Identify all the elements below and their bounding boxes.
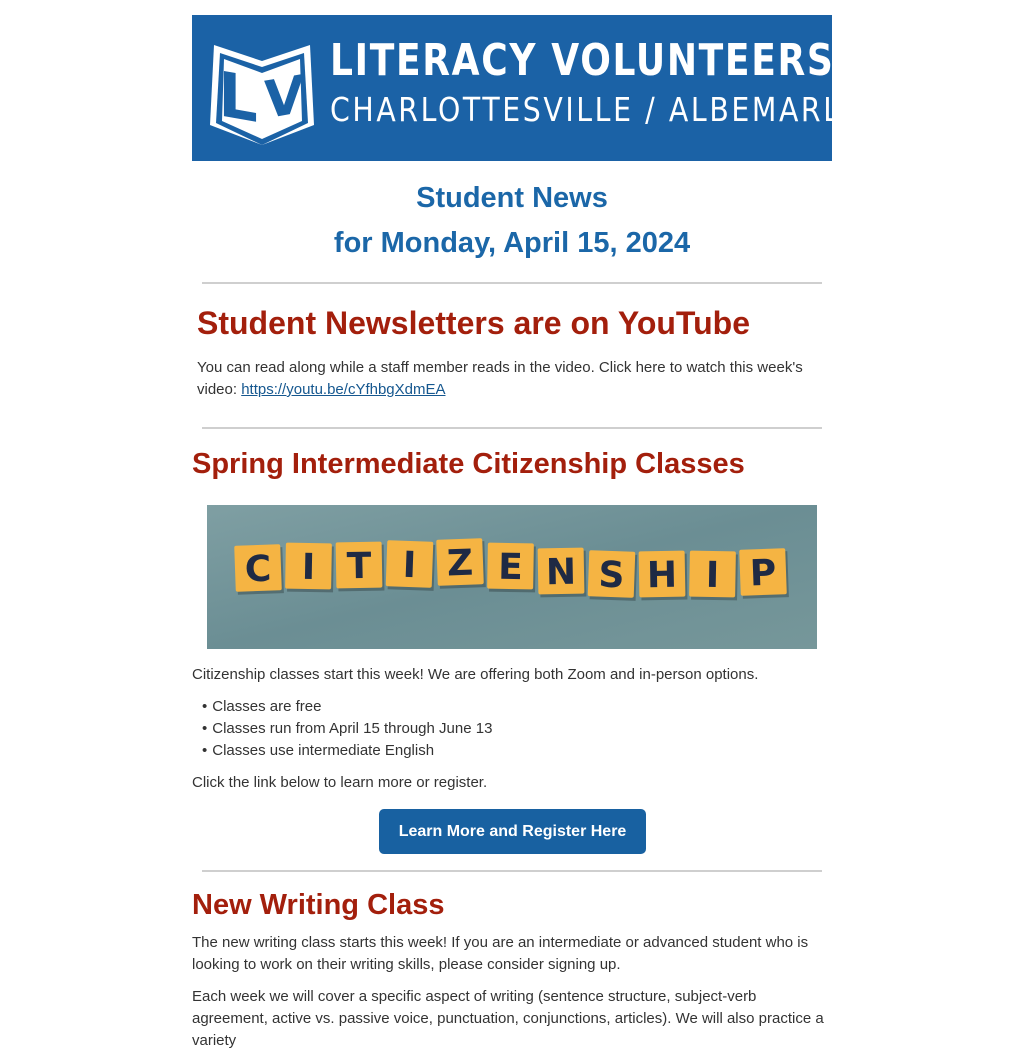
- citizenship-outro: Click the link below to learn more or register.: [192, 774, 488, 791]
- letter-tile: [739, 548, 789, 599]
- tile-letter: I: [301, 546, 316, 589]
- citizenship-photo: [207, 505, 817, 649]
- letter-tile: [588, 550, 638, 601]
- divider: [202, 427, 822, 429]
- letter-tile: [689, 551, 738, 601]
- letter-tile: [234, 544, 284, 595]
- tile-letter: I: [402, 544, 417, 587]
- tile-letter: S: [597, 554, 626, 597]
- org-subtitle: CHARLOTTESVILLE / ALBEMARLE: [330, 90, 863, 129]
- tile-letter: T: [346, 545, 372, 588]
- letter-tile: [336, 542, 385, 592]
- divider: [202, 870, 822, 872]
- letter-tile: [487, 543, 536, 593]
- letter-tile: [538, 548, 587, 598]
- divider: [202, 282, 822, 284]
- citizenship-bullets: [202, 696, 492, 762]
- bullet-item: • Classes are free: [202, 696, 492, 718]
- header-banner: [192, 15, 863, 161]
- citizenship-tiles-image: [207, 505, 817, 649]
- tile-letter: C: [244, 548, 272, 591]
- youtube-text-body: You can read along while a staff member reads in the video. Click here to watch this week's video:: [197, 359, 803, 398]
- newsletter-title: Student News: [416, 182, 608, 214]
- book-logo-icon: [206, 27, 318, 147]
- tile-letter: P: [749, 552, 777, 595]
- letter-tile: [386, 540, 436, 591]
- tile-letter: E: [497, 546, 524, 589]
- letter-tile: [639, 551, 688, 601]
- newsletter-date: for Monday, April 15, 2024: [333, 227, 691, 259]
- tile-letter: H: [646, 554, 678, 597]
- youtube-link[interactable]: https://youtu.be/cYfhbgXdmEA: [241, 381, 446, 398]
- citizenship-intro: Citizenship classes start this week! We are offering both Zoom and in-person options.: [192, 666, 759, 683]
- citizenship-heading: Spring Intermediate Citizenship Classes: [192, 448, 745, 480]
- writing-para-1: The new writing class starts this week! If you are an intermediate or advanced student who is looking to work on their writing skills, please consider signing up.: [192, 934, 809, 973]
- org-name: LITERACY VOLUNTEERS: [330, 35, 835, 86]
- letter-tile: [436, 538, 486, 589]
- logo-letter-l: L: [218, 57, 258, 138]
- tile-letter: N: [545, 551, 577, 594]
- tile-letter: I: [705, 554, 720, 597]
- youtube-text: [197, 357, 807, 401]
- writing-heading: New Writing Class: [192, 889, 445, 921]
- logo-letter-v: V: [263, 64, 305, 132]
- learn-more-register-button[interactable]: Learn More and Register Here: [379, 809, 646, 854]
- bullet-item: • Classes use intermediate English: [202, 740, 492, 762]
- youtube-heading: Student Newsletters are on YouTube: [197, 305, 750, 341]
- writing-para-2: Each week we will cover a specific aspect of writing (sentence structure, subject-verb agreement, active vs. passive voice, punctuation, conjunctions, articles). We will also practice a variety: [192, 988, 824, 1049]
- tile-letter: Z: [446, 542, 474, 585]
- bullet-item: • Classes run from April 15 through June 13: [202, 718, 492, 740]
- letter-tile: [285, 543, 334, 593]
